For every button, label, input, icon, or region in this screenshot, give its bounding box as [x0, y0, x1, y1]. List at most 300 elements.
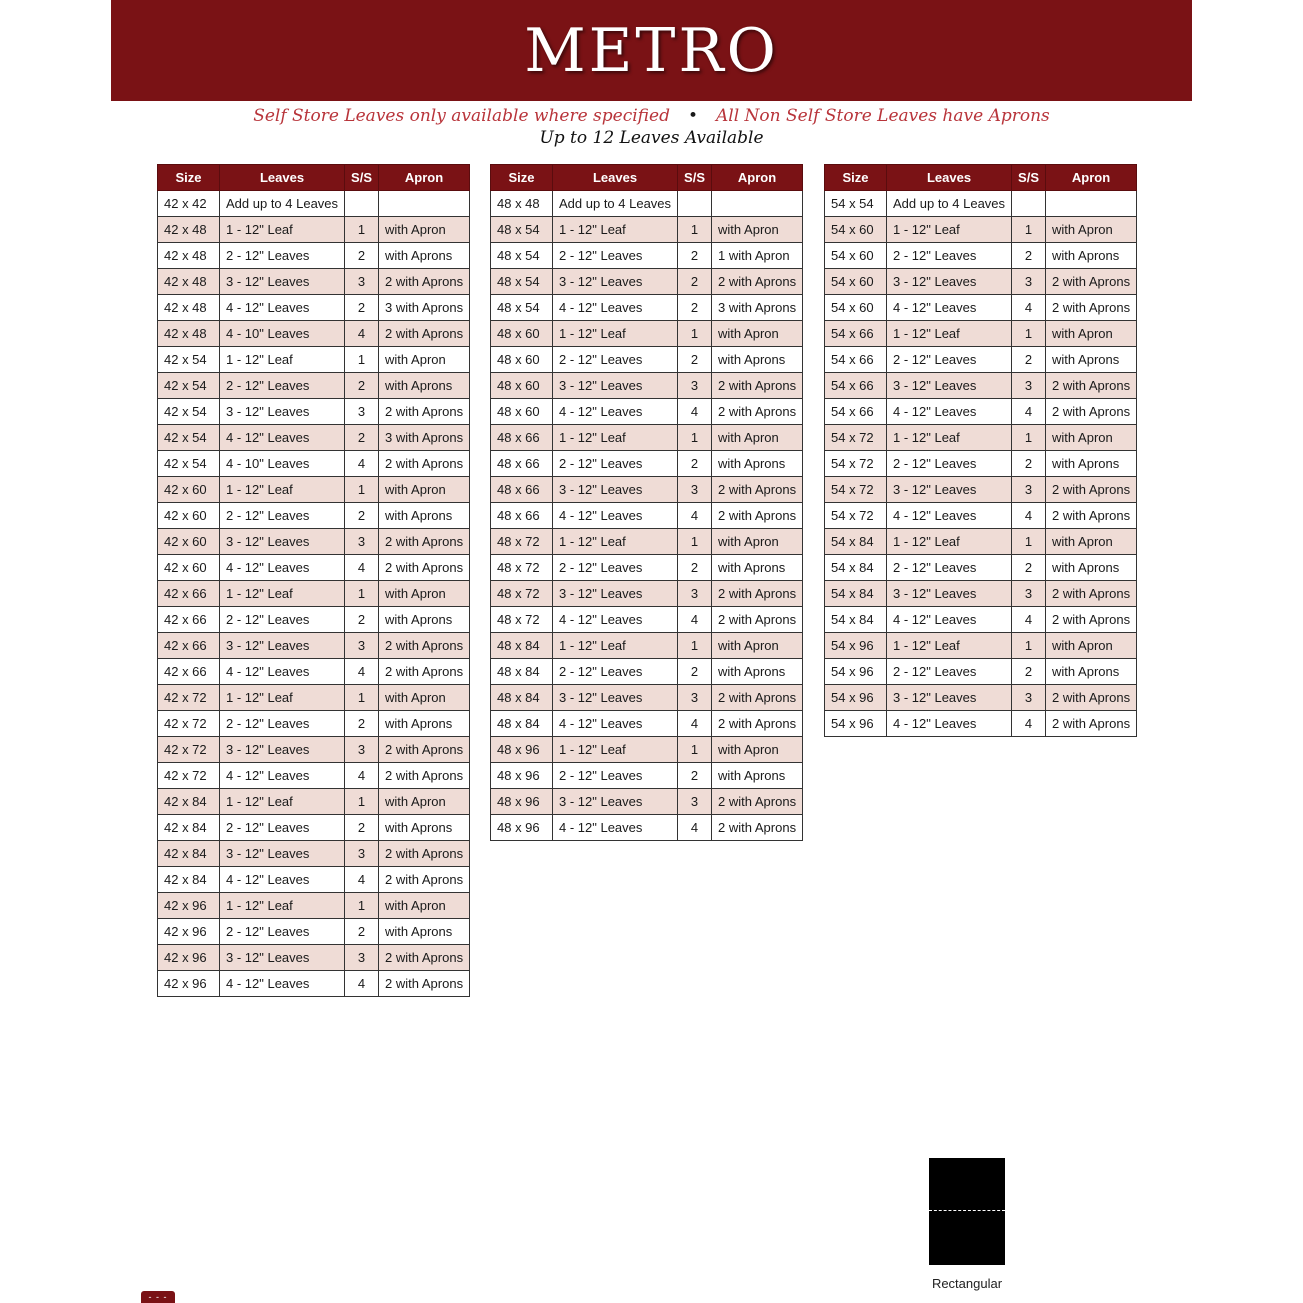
cell-leaves: 2 - 12" Leaves: [553, 347, 678, 373]
cell-leaves: 4 - 12" Leaves: [887, 503, 1012, 529]
cell-size: 48 x 72: [491, 581, 553, 607]
table-row: [158, 685, 470, 711]
notes-block: [111, 104, 1192, 148]
bullet-separator: •: [687, 106, 698, 126]
cell-size: 42 x 66: [158, 607, 220, 633]
table-row: [158, 191, 470, 217]
cell-size: 54 x 84: [825, 581, 887, 607]
table-row: [491, 789, 803, 815]
cell-ss: 2: [345, 607, 379, 633]
cell-size: 42 x 96: [158, 893, 220, 919]
cell-leaves: 3 - 12" Leaves: [887, 269, 1012, 295]
cell-leaves: 3 - 12" Leaves: [553, 269, 678, 295]
cell-size: 42 x 48: [158, 295, 220, 321]
cell-ss: 2: [678, 451, 712, 477]
cell-ss: 3: [1012, 269, 1046, 295]
cell-apron: with Aprons: [712, 763, 803, 789]
cell-ss: 4: [1012, 295, 1046, 321]
cell-size: 48 x 72: [491, 607, 553, 633]
page-tab: - - -: [141, 1291, 175, 1303]
table-row: [158, 815, 470, 841]
table-row: [158, 711, 470, 737]
cell-leaves: 2 - 12" Leaves: [220, 815, 345, 841]
cell-ss: 3: [345, 945, 379, 971]
table-row: [158, 763, 470, 789]
table-row: [491, 347, 803, 373]
cell-apron: with Apron: [712, 633, 803, 659]
cell-apron: 2 with Aprons: [712, 503, 803, 529]
cell-ss: 2: [678, 243, 712, 269]
cell-size: 54 x 60: [825, 269, 887, 295]
cell-leaves: 3 - 12" Leaves: [220, 529, 345, 555]
cell-apron: with Aprons: [1046, 347, 1137, 373]
cell-leaves: 3 - 12" Leaves: [887, 685, 1012, 711]
cell-apron: 3 with Aprons: [712, 295, 803, 321]
cell-apron: with Apron: [379, 789, 470, 815]
table-row: [491, 555, 803, 581]
table-row: [491, 295, 803, 321]
leaves-table-54: [824, 164, 1137, 737]
rectangular-table-diagram: [929, 1158, 1005, 1265]
header-leaves: Leaves: [553, 165, 678, 191]
cell-apron: with Apron: [1046, 425, 1137, 451]
table-row: [158, 555, 470, 581]
cell-leaves: 1 - 12" Leaf: [887, 321, 1012, 347]
cell-ss: 4: [1012, 399, 1046, 425]
table-row: [825, 503, 1137, 529]
cell-size: 48 x 66: [491, 503, 553, 529]
table-row: [491, 451, 803, 477]
cell-ss: 2: [345, 503, 379, 529]
cell-apron: 2 with Aprons: [712, 399, 803, 425]
cell-leaves: 4 - 12" Leaves: [553, 607, 678, 633]
cell-size: 42 x 72: [158, 685, 220, 711]
cell-ss: 1: [345, 789, 379, 815]
table-row: [491, 815, 803, 841]
cell-apron: 2 with Aprons: [712, 477, 803, 503]
table-row: [158, 451, 470, 477]
table-row: [491, 581, 803, 607]
cell-apron: with Apron: [712, 737, 803, 763]
cell-apron: 2 with Aprons: [712, 789, 803, 815]
cell-size: 48 x 84: [491, 711, 553, 737]
cell-ss: 3: [345, 399, 379, 425]
cell-ss: 1: [1012, 217, 1046, 243]
cell-size: 48 x 54: [491, 217, 553, 243]
cell-apron: with Apron: [712, 529, 803, 555]
cell-ss: 3: [345, 737, 379, 763]
cell-ss: 1: [678, 321, 712, 347]
table-row: [158, 607, 470, 633]
table-row: [825, 347, 1137, 373]
cell-leaves: 1 - 12" Leaf: [220, 581, 345, 607]
table-row: [158, 945, 470, 971]
table-row: [825, 685, 1137, 711]
cell-apron: 2 with Aprons: [1046, 607, 1137, 633]
cell-leaves: 4 - 12" Leaves: [220, 425, 345, 451]
cell-size: 42 x 84: [158, 789, 220, 815]
cell-apron: with Apron: [1046, 633, 1137, 659]
cell-leaves: 2 - 12" Leaves: [220, 607, 345, 633]
table-row: [825, 269, 1137, 295]
cell-size: 42 x 84: [158, 841, 220, 867]
cell-apron: with Apron: [379, 347, 470, 373]
table-row: [491, 425, 803, 451]
cell-apron: 2 with Aprons: [379, 399, 470, 425]
cell-ss: 1: [678, 529, 712, 555]
header-apron: Apron: [712, 165, 803, 191]
cell-apron: 2 with Aprons: [1046, 269, 1137, 295]
table-row: [825, 399, 1137, 425]
cell-ss: 4: [345, 321, 379, 347]
cell-ss: 2: [1012, 555, 1046, 581]
cell-ss: 3: [678, 685, 712, 711]
cell-size: 48 x 72: [491, 529, 553, 555]
cell-size: 48 x 54: [491, 243, 553, 269]
cell-ss: 2: [678, 659, 712, 685]
cell-apron: 2 with Aprons: [379, 737, 470, 763]
cell-apron: 2 with Aprons: [1046, 373, 1137, 399]
cell-ss: 2: [345, 243, 379, 269]
table-row: [491, 607, 803, 633]
cell-ss: 1: [1012, 425, 1046, 451]
header-apron: Apron: [1046, 165, 1137, 191]
table-row: [491, 685, 803, 711]
cell-size: 48 x 60: [491, 399, 553, 425]
cell-leaves: 1 - 12" Leaf: [553, 737, 678, 763]
cell-ss: 4: [678, 399, 712, 425]
cell-leaves: Add up to 4 Leaves: [887, 191, 1012, 217]
cell-ss: 4: [345, 971, 379, 997]
cell-apron: 2 with Aprons: [379, 633, 470, 659]
cell-leaves: 1 - 12" Leaf: [553, 529, 678, 555]
cell-ss: 3: [678, 477, 712, 503]
cell-leaves: 3 - 12" Leaves: [220, 633, 345, 659]
cell-apron: 2 with Aprons: [379, 269, 470, 295]
cell-ss: 3: [1012, 685, 1046, 711]
cell-size: 48 x 72: [491, 555, 553, 581]
cell-apron: with Apron: [1046, 529, 1137, 555]
cell-ss: 1: [345, 581, 379, 607]
cell-ss: 2: [345, 373, 379, 399]
cell-size: 48 x 66: [491, 477, 553, 503]
cell-ss: 4: [345, 763, 379, 789]
cell-size: 42 x 42: [158, 191, 220, 217]
cell-ss: 2: [345, 295, 379, 321]
cell-ss: 3: [1012, 477, 1046, 503]
cell-size: 48 x 54: [491, 295, 553, 321]
cell-size: 48 x 96: [491, 737, 553, 763]
cell-ss: 1: [345, 893, 379, 919]
table-row: [158, 659, 470, 685]
cell-size: 42 x 72: [158, 737, 220, 763]
cell-leaves: 4 - 12" Leaves: [220, 763, 345, 789]
cell-leaves: 2 - 12" Leaves: [220, 503, 345, 529]
shape-label: Rectangular: [931, 1276, 1003, 1291]
cell-size: 42 x 54: [158, 451, 220, 477]
cell-leaves: 1 - 12" Leaf: [220, 893, 345, 919]
cell-size: 54 x 60: [825, 295, 887, 321]
cell-apron: with Aprons: [712, 659, 803, 685]
table-row: [158, 347, 470, 373]
cell-ss: 2: [345, 919, 379, 945]
cell-leaves: 3 - 12" Leaves: [220, 399, 345, 425]
cell-size: 48 x 66: [491, 451, 553, 477]
cell-ss: 4: [1012, 503, 1046, 529]
cell-ss: 1: [678, 633, 712, 659]
cell-apron: with Aprons: [1046, 555, 1137, 581]
table-row: [158, 633, 470, 659]
cell-apron: [1046, 191, 1137, 217]
header-ss: S/S: [678, 165, 712, 191]
cell-ss: 4: [345, 451, 379, 477]
cell-size: 42 x 60: [158, 477, 220, 503]
table-row: [158, 477, 470, 503]
cell-ss: 1: [1012, 529, 1046, 555]
cell-ss: 1: [345, 217, 379, 243]
cell-size: 54 x 72: [825, 451, 887, 477]
cell-ss: [345, 191, 379, 217]
table-row: [158, 217, 470, 243]
cell-apron: 3 with Aprons: [379, 425, 470, 451]
cell-apron: 2 with Aprons: [1046, 685, 1137, 711]
cell-leaves: 3 - 12" Leaves: [220, 737, 345, 763]
cell-size: 42 x 54: [158, 425, 220, 451]
cell-apron: 1 with Apron: [712, 243, 803, 269]
cell-size: 54 x 72: [825, 477, 887, 503]
cell-leaves: 1 - 12" Leaf: [553, 425, 678, 451]
cell-apron: 2 with Aprons: [379, 867, 470, 893]
cell-apron: with Aprons: [379, 503, 470, 529]
cell-leaves: 4 - 10" Leaves: [220, 321, 345, 347]
cell-ss: 4: [678, 815, 712, 841]
cell-ss: 3: [1012, 581, 1046, 607]
cell-apron: with Aprons: [1046, 451, 1137, 477]
cell-leaves: 2 - 12" Leaves: [220, 919, 345, 945]
cell-leaves: Add up to 4 Leaves: [553, 191, 678, 217]
cell-leaves: 1 - 12" Leaf: [887, 425, 1012, 451]
cell-ss: 4: [678, 711, 712, 737]
cell-size: 48 x 96: [491, 789, 553, 815]
cell-leaves: 1 - 12" Leaf: [220, 347, 345, 373]
cell-size: 42 x 60: [158, 555, 220, 581]
cell-ss: 2: [1012, 347, 1046, 373]
cell-apron: 2 with Aprons: [712, 581, 803, 607]
cell-leaves: 2 - 12" Leaves: [553, 659, 678, 685]
cell-apron: 2 with Aprons: [712, 373, 803, 399]
cell-leaves: 4 - 12" Leaves: [553, 711, 678, 737]
table-row: [825, 373, 1137, 399]
cell-apron: with Aprons: [1046, 659, 1137, 685]
cell-leaves: 2 - 12" Leaves: [553, 763, 678, 789]
cell-size: 48 x 54: [491, 269, 553, 295]
cell-size: 42 x 48: [158, 321, 220, 347]
cell-size: 48 x 60: [491, 321, 553, 347]
cell-apron: with Aprons: [379, 373, 470, 399]
table-row: [158, 867, 470, 893]
cell-apron: with Aprons: [379, 711, 470, 737]
table-row: [491, 737, 803, 763]
cell-leaves: 4 - 12" Leaves: [553, 399, 678, 425]
table-row: [825, 581, 1137, 607]
title-banner: [111, 0, 1192, 101]
cell-leaves: 2 - 12" Leaves: [553, 451, 678, 477]
cell-ss: 3: [345, 529, 379, 555]
cell-leaves: 3 - 12" Leaves: [220, 841, 345, 867]
cell-ss: [678, 191, 712, 217]
cell-apron: 2 with Aprons: [1046, 503, 1137, 529]
leaves-table-42: [157, 164, 470, 997]
cell-leaves: 1 - 12" Leaf: [553, 633, 678, 659]
cell-apron: 2 with Aprons: [379, 841, 470, 867]
cell-ss: 3: [345, 841, 379, 867]
table-row: [825, 243, 1137, 269]
table-row: [158, 399, 470, 425]
cell-apron: with Aprons: [379, 607, 470, 633]
table-row: [491, 503, 803, 529]
cell-size: 48 x 60: [491, 347, 553, 373]
cell-ss: 2: [1012, 243, 1046, 269]
cell-size: 42 x 66: [158, 633, 220, 659]
cell-apron: 2 with Aprons: [379, 659, 470, 685]
cell-apron: 2 with Aprons: [712, 607, 803, 633]
cell-apron: 2 with Aprons: [712, 711, 803, 737]
cell-ss: 2: [678, 763, 712, 789]
cell-leaves: 1 - 12" Leaf: [220, 217, 345, 243]
table-row: [491, 763, 803, 789]
table-row: [158, 789, 470, 815]
header-ss: S/S: [345, 165, 379, 191]
cell-ss: 1: [678, 737, 712, 763]
cell-apron: 2 with Aprons: [379, 321, 470, 347]
table-row: [491, 321, 803, 347]
cell-size: 48 x 60: [491, 373, 553, 399]
cell-leaves: 3 - 12" Leaves: [887, 477, 1012, 503]
cell-size: 42 x 48: [158, 217, 220, 243]
cell-apron: 2 with Aprons: [712, 269, 803, 295]
cell-leaves: 2 - 12" Leaves: [887, 243, 1012, 269]
table-row: [825, 321, 1137, 347]
cell-size: 54 x 84: [825, 607, 887, 633]
cell-ss: 1: [678, 217, 712, 243]
table-row: [158, 425, 470, 451]
cell-ss: 4: [1012, 607, 1046, 633]
cell-apron: 2 with Aprons: [1046, 399, 1137, 425]
cell-size: 42 x 96: [158, 971, 220, 997]
cell-leaves: 1 - 12" Leaf: [553, 217, 678, 243]
cell-size: 42 x 54: [158, 373, 220, 399]
header-size: Size: [158, 165, 220, 191]
cell-size: 48 x 48: [491, 191, 553, 217]
header-size: Size: [491, 165, 553, 191]
cell-leaves: 3 - 12" Leaves: [887, 373, 1012, 399]
cell-size: 42 x 84: [158, 867, 220, 893]
cell-leaves: 1 - 12" Leaf: [220, 789, 345, 815]
cell-leaves: 4 - 12" Leaves: [220, 555, 345, 581]
cell-size: 54 x 66: [825, 399, 887, 425]
cell-apron: 2 with Aprons: [379, 945, 470, 971]
cell-leaves: 2 - 12" Leaves: [220, 373, 345, 399]
cell-apron: with Aprons: [712, 451, 803, 477]
table-row: [158, 893, 470, 919]
non-self-store-note: All Non Self Store Leaves have Aprons: [716, 106, 1050, 126]
cell-ss: 2: [345, 815, 379, 841]
cell-apron: 2 with Aprons: [712, 815, 803, 841]
cell-leaves: 1 - 12" Leaf: [887, 529, 1012, 555]
cell-apron: with Aprons: [379, 243, 470, 269]
cell-apron: 2 with Aprons: [379, 971, 470, 997]
header-apron: Apron: [379, 165, 470, 191]
table-row: [825, 555, 1137, 581]
cell-ss: 2: [678, 555, 712, 581]
cell-ss: 4: [678, 503, 712, 529]
table-header-row: [825, 165, 1137, 191]
notes-line-1: [111, 104, 1192, 128]
table-row: [491, 373, 803, 399]
cell-size: 54 x 84: [825, 555, 887, 581]
cell-ss: 2: [678, 269, 712, 295]
cell-leaves: 2 - 12" Leaves: [887, 451, 1012, 477]
cell-apron: 2 with Aprons: [1046, 581, 1137, 607]
cell-size: 42 x 72: [158, 711, 220, 737]
cell-leaves: 4 - 12" Leaves: [887, 399, 1012, 425]
table-row: [825, 191, 1137, 217]
cell-leaves: 3 - 12" Leaves: [553, 373, 678, 399]
cell-ss: 1: [345, 685, 379, 711]
cell-apron: with Apron: [712, 425, 803, 451]
cell-apron: 2 with Aprons: [712, 685, 803, 711]
cell-apron: [379, 191, 470, 217]
table-row: [491, 633, 803, 659]
cell-ss: 1: [1012, 633, 1046, 659]
page-title: METRO: [524, 15, 779, 86]
cell-leaves: 4 - 12" Leaves: [553, 503, 678, 529]
table-row: [158, 321, 470, 347]
cell-leaves: 2 - 12" Leaves: [887, 555, 1012, 581]
table-header-row: [158, 165, 470, 191]
cell-ss: 2: [678, 347, 712, 373]
cell-apron: with Aprons: [379, 815, 470, 841]
table-row: [158, 503, 470, 529]
cell-leaves: 4 - 12" Leaves: [220, 971, 345, 997]
cell-apron: with Apron: [379, 893, 470, 919]
cell-size: 54 x 66: [825, 321, 887, 347]
cell-leaves: 3 - 12" Leaves: [553, 477, 678, 503]
table-row: [825, 607, 1137, 633]
cell-size: 54 x 96: [825, 659, 887, 685]
cell-leaves: 3 - 12" Leaves: [887, 581, 1012, 607]
cell-leaves: 4 - 10" Leaves: [220, 451, 345, 477]
cell-leaves: 1 - 12" Leaf: [220, 477, 345, 503]
cell-leaves: 4 - 12" Leaves: [887, 711, 1012, 737]
cell-ss: 1: [345, 347, 379, 373]
cell-apron: with Apron: [379, 581, 470, 607]
cell-apron: 3 with Aprons: [379, 295, 470, 321]
cell-size: 54 x 84: [825, 529, 887, 555]
cell-size: 54 x 60: [825, 243, 887, 269]
cell-ss: 3: [678, 373, 712, 399]
cell-apron: with Apron: [379, 477, 470, 503]
cell-leaves: 4 - 12" Leaves: [887, 607, 1012, 633]
cell-ss: 2: [1012, 451, 1046, 477]
table-row: [825, 477, 1137, 503]
cell-apron: with Apron: [379, 217, 470, 243]
cell-apron: 2 with Aprons: [379, 555, 470, 581]
table-row: [158, 269, 470, 295]
cell-leaves: 4 - 12" Leaves: [553, 815, 678, 841]
table-row: [491, 399, 803, 425]
cell-size: 42 x 54: [158, 347, 220, 373]
